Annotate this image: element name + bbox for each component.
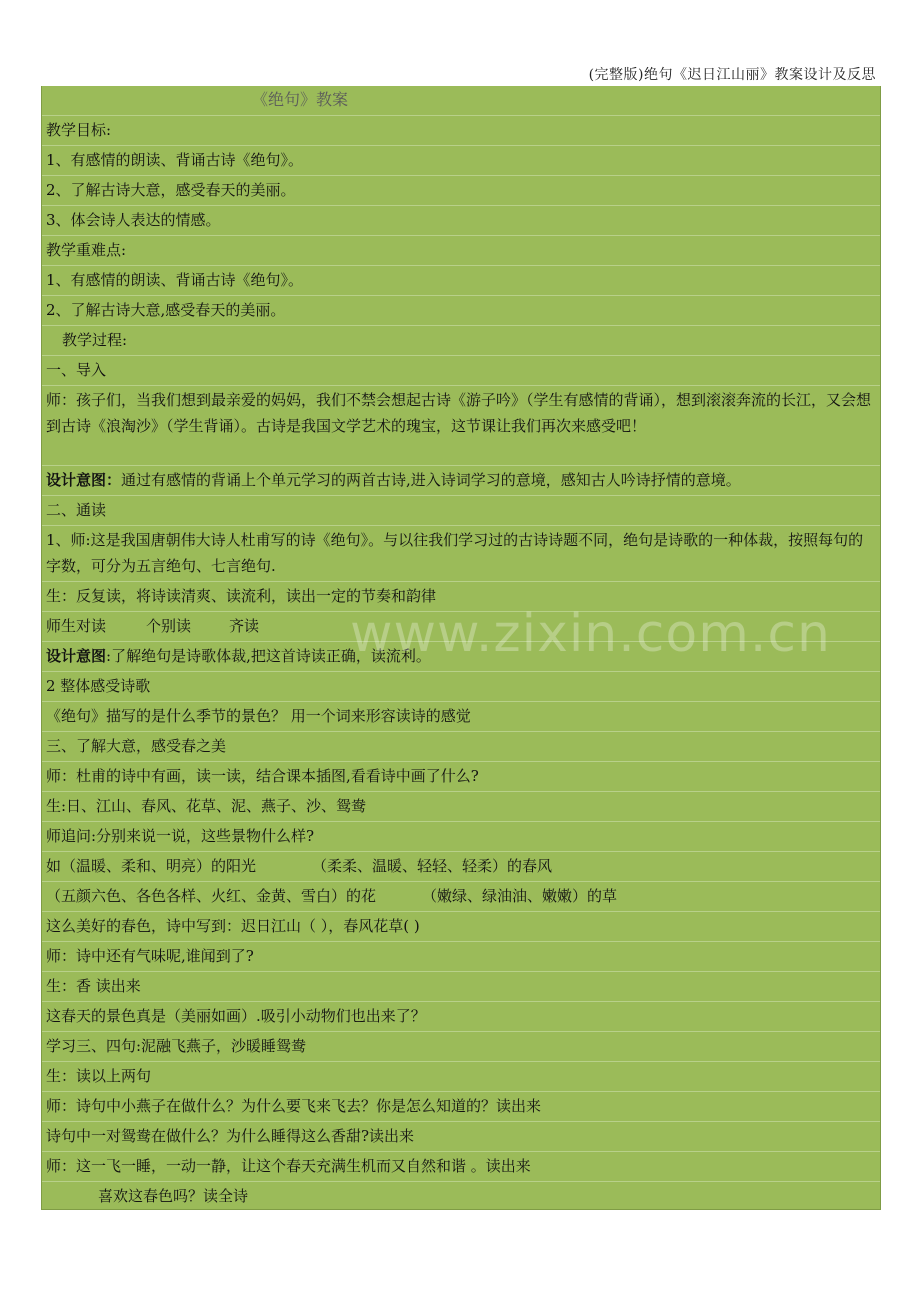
- doc-title-row: [42, 86, 880, 116]
- section-3-comment-1: 这春天的景色真是（美丽如画）.吸引小动物们也出来了？: [42, 1002, 880, 1032]
- watermark: www.zixin.com.cn: [350, 604, 831, 664]
- key-1: 1、有感情的朗读、背诵古诗《绝句》。: [42, 266, 880, 296]
- section-3-question-2: 诗句中一对鸳鸯在做什么？为什么睡得这么香甜?读出来: [42, 1122, 880, 1152]
- section-1-heading: 一、导入: [42, 356, 880, 386]
- key-heading: 教学重难点:: [42, 236, 880, 266]
- design-intent-2: [42, 642, 880, 672]
- section-3-student-3: 生：读以上两句: [42, 1062, 880, 1092]
- reading-mode-individual: 个别读: [146, 617, 192, 635]
- section-2b-question: 《绝句》描写的是什么季节的景色？ 用一个词来形容读诗的感觉: [42, 702, 880, 732]
- doc-title: 《绝句》教案: [252, 90, 349, 109]
- key-2: 2、了解古诗大意,感受春天的美丽。: [42, 296, 880, 326]
- section-2-student: 生：反复读，将诗读清爽、读流利，读出一定的节奏和韵律: [42, 582, 880, 612]
- goal-2: 2、了解古诗大意，感受春天的美丽。: [42, 176, 880, 206]
- design-intent-2-label: 设计意图: [46, 647, 107, 665]
- section-3-teacher-4: 师：诗句中小燕子在做什么？为什么要飞来飞去？你是怎么知道的？读出来: [42, 1092, 880, 1122]
- section-3-teacher-1: 师：杜甫的诗中有画，读一读，结合课本插图,看看诗中画了什么?: [42, 762, 880, 792]
- section-3-student-1: 生:日、江山、春风、花草、泥、燕子、沙、鸳鸯: [42, 792, 880, 822]
- section-2-teacher: 1、师:这是我国唐朝伟大诗人杜甫写的诗《绝句》。与以往我们学习过的古诗诗题不同，绝句是诗歌的一种体裁，按照每句的字数，可分为五言绝句、七言绝句.: [42, 526, 880, 582]
- section-3-teacher-2: 师追问:分别来说一说，这些景物什么样?: [42, 822, 880, 852]
- process-heading: 教学过程:: [42, 326, 880, 356]
- design-intent-text: 通过有感情的背诵上个单元学习的两首古诗,进入诗词学习的意境，感知古人吟诗抒情的意境。: [121, 471, 741, 489]
- reading-mode-pair: 师生对读: [46, 617, 107, 635]
- design-intent-label: 设计意图：: [46, 471, 122, 489]
- fill-in-line: 这么美好的春色，诗中写到：迟日江山（ ），春风花草( ): [42, 912, 880, 942]
- section-1-teacher: 师：孩子们，当我们想到最亲爱的妈妈，我们不禁会想起古诗《游子吟》（学生有感情的背诵），想到滚滚奔流的长江，又会想到古诗《浪淘沙》（学生背诵）。古诗是我国文学艺术的瑰宝，这节课让我们再次来感受吧！: [42, 386, 880, 466]
- page-header: (完整版)绝句《迟日江山丽》教案设计及反思: [588, 67, 876, 83]
- section-3-student-2: 生：香 读出来: [42, 972, 880, 1002]
- scene-descriptions-2: [42, 882, 880, 912]
- lines-3-4-heading: 学习三、四句:泥融飞燕子，沙暖睡鸳鸯: [42, 1032, 880, 1062]
- spring-wind-description: （柔柔、温暖、轻轻、轻柔）的春风: [312, 857, 553, 875]
- goal-3: 3、体会诗人表达的情感。: [42, 206, 880, 236]
- section-3-teacher-3: 师：诗中还有气味呢,谁闻到了?: [42, 942, 880, 972]
- grass-description: （嫩绿、绿油油、嫩嫩）的草: [422, 887, 618, 905]
- design-intent-1: [42, 466, 880, 496]
- sunlight-description: 如（温暖、柔和、明亮）的阳光: [46, 857, 257, 875]
- goal-1: 1、有感情的朗读、背诵古诗《绝句》。: [42, 146, 880, 176]
- scene-descriptions-1: [42, 852, 880, 882]
- lesson-plan-table: [41, 86, 881, 1210]
- section-3-ending: 喜欢这春色吗？读全诗: [98, 1187, 249, 1205]
- reading-mode-chorus: 齐读: [229, 617, 260, 635]
- section-3-teacher-5: 师：这一飞一睡，一动一静，让这个春天充满生机而又自然和谐 。读出来: [42, 1152, 880, 1182]
- goal-heading: 教学目标:: [42, 116, 880, 146]
- reading-modes: [42, 612, 880, 642]
- section-2-heading: 二、通读: [42, 496, 880, 526]
- section-3-heading: 三、了解大意，感受春之美: [42, 732, 880, 762]
- flower-description: （五颜六色、各色各样、火红、金黄、雪白）的花: [46, 887, 377, 905]
- section-2b-heading: 2 整体感受诗歌: [42, 672, 880, 702]
- design-intent-2-text: :了解绝句是诗歌体裁,把这首诗读正确，读流利。: [106, 647, 431, 665]
